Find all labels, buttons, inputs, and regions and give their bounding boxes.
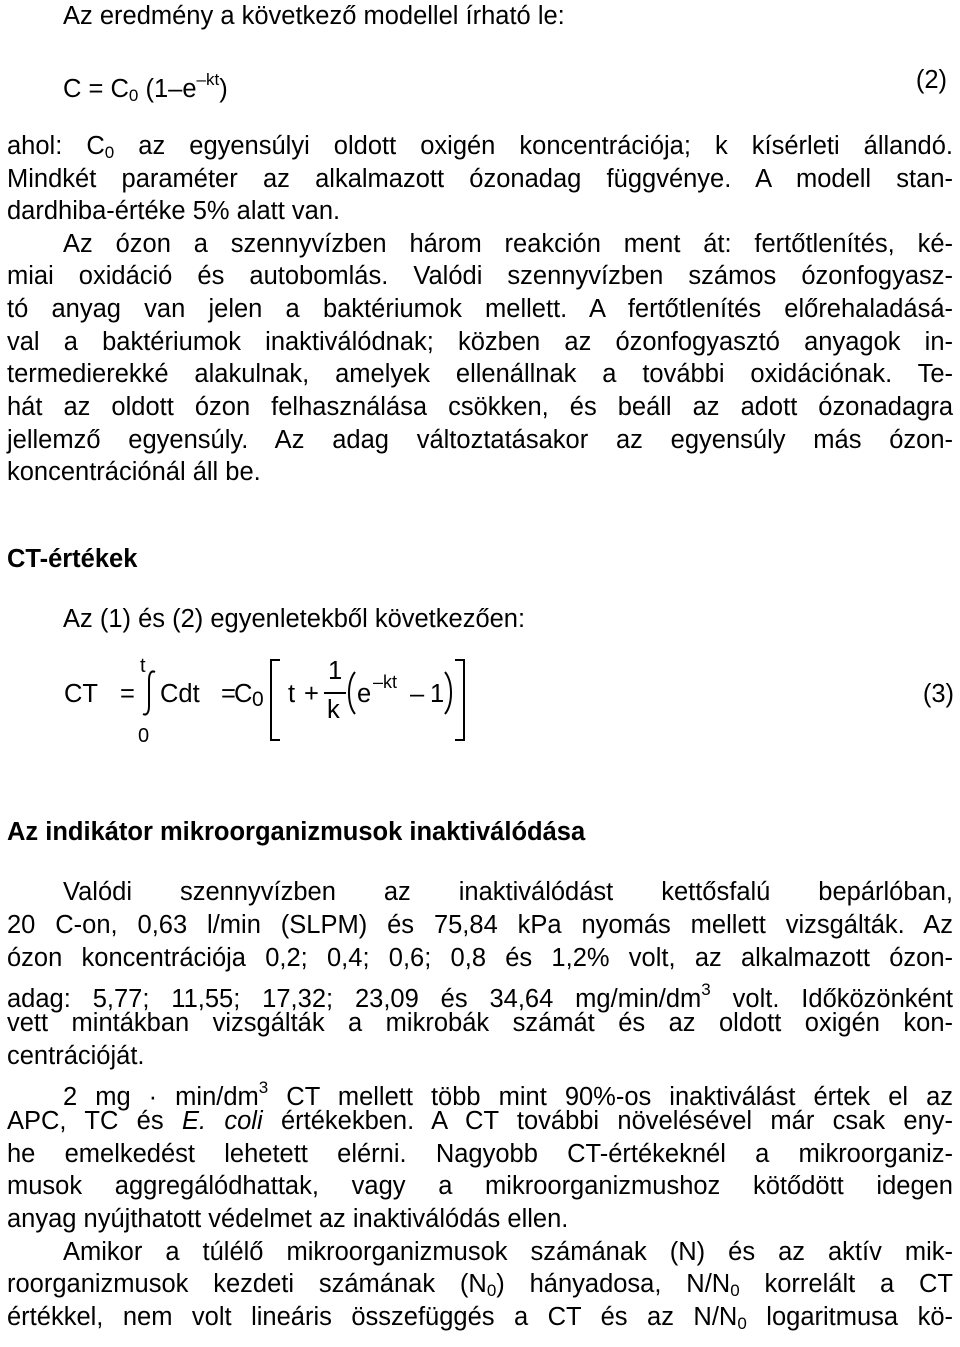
eq3-upper-limit: t: [140, 655, 146, 677]
eq3-denominator: k: [327, 696, 340, 724]
eq3-numerator: 1: [328, 657, 343, 685]
paragraph-line: vett mintákban vizsgálták a mikrobák számát és az oldott oxigén kon-: [7, 1009, 953, 1037]
subscript: 0: [730, 1281, 740, 1300]
paragraph-line: centrációját.: [7, 1042, 145, 1070]
paragraph-line: ózon koncentrációja 0,2; 0,4; 0,6; 0,8 és 1,2% volt, az alkalmazott ózon-: [7, 944, 953, 972]
paragraph-line: dardhiba-értéke 5% alatt van.: [7, 197, 341, 225]
eq3-minus: –: [410, 680, 425, 708]
equation-2-lhs: C = C: [63, 75, 129, 103]
text-run: CT mellett több mint 90%-os inaktiválást értek el az: [268, 1083, 953, 1111]
paragraph-line: val a baktériumok inaktiválódnak; közben az ózonfogyasztó anyagok in-: [7, 328, 953, 356]
eq3-one: 1: [430, 680, 445, 708]
paragraph-line: hát az oldott ózon felhasználása csökken, és beáll az adott ózonadagra: [7, 393, 953, 421]
superscript: 3: [258, 1078, 269, 1097]
equation-3: [0, 650, 960, 750]
paragraph-line: Amikor a túlélő mikroorganizmusok számának (N) és az aktív mik-: [63, 1238, 953, 1266]
paragraph-line: Valódi szennyvízben az inaktiválódást kettősfalú bepárlóban,: [63, 878, 953, 906]
paragraph-line: anyag nyújthatott védelmet az inaktiválódás ellen.: [7, 1205, 569, 1233]
eq3-e: e: [357, 680, 372, 708]
section-heading-indicator: Az indikátor mikroorganizmusok inaktiválódása: [7, 818, 586, 846]
subscript: 0: [486, 1281, 497, 1300]
paragraph-line: Mindkét paraméter az alkalmazott ózonadag függvénye. A modell stan-: [7, 165, 953, 193]
paragraph-line: Az ózon a szennyvízben három reakción ment át: fertőtlenítés, ké-: [63, 230, 953, 258]
equation-2: [63, 64, 953, 113]
integral-sign-icon: [140, 668, 160, 727]
paragraph-line: [7, 1301, 953, 1341]
right-bracket-icon: [453, 658, 467, 751]
text-run: értékkel, nem volt lineáris összefüggés a CT és az N/N: [7, 1303, 738, 1331]
eq3-c: C: [234, 680, 253, 708]
eq3-cdt: Cdt: [160, 680, 200, 708]
left-bracket-icon: [268, 658, 282, 751]
eq3-plus: +: [304, 680, 319, 708]
equation-3-number: (3): [922, 680, 954, 708]
left-paren-icon: [345, 670, 357, 725]
text-run: ahol: C: [7, 132, 105, 160]
text-run: ) hányadosa, N/N: [496, 1270, 731, 1298]
eq3-ct: CT: [64, 680, 98, 708]
text-run: értékekben. A CT további növelésével már csak eny-: [262, 1107, 953, 1135]
paragraph-line: koncentrációnál áll be.: [7, 458, 261, 486]
paragraph-line: musok aggregálódhattak, vagy a mikroorganizmushoz kötődött idegen: [7, 1172, 953, 1200]
eq3-t: t: [288, 680, 296, 708]
paragraph-line: jellemző egyensúly. Az adag változtatásakor az egyensúly más ózon-: [7, 426, 953, 454]
equation-2-open: (1–e: [138, 75, 197, 103]
equation-2-exponent: –kt: [196, 70, 220, 89]
eq3-lower-limit: 0: [138, 725, 150, 747]
text-run: adag: 5,77; 11,55; 17,32; 23,09 és 34,64 mg/min/dm: [7, 985, 702, 1013]
eq3-equals-1: =: [120, 680, 135, 708]
paragraph-line: he emelkedést lehetett elérni. Nagyobb CT-értékeknél a mikroorganiz-: [7, 1140, 953, 1168]
ct-intro-sentence: Az (1) és (2) egyenletekből következően:: [63, 605, 526, 633]
equation-2-subscript: 0: [128, 86, 139, 105]
intro-sentence: Az eredmény a következő modellel írható le:: [63, 2, 565, 30]
eq3-c-subscript: 0: [252, 688, 264, 711]
paragraph-line: [7, 1105, 953, 1138]
text-run: 2 mg · min/dm: [63, 1083, 259, 1111]
italic-species-name: E. coli: [181, 1107, 263, 1135]
paragraph-line: tó anyag van jelen a baktériumok mellett. A fertőtlenítés előrehaladásá-: [7, 295, 953, 323]
text-run: az egyensúlyi oldott oxigén koncentrációja; k kísérleti állandó.: [114, 132, 953, 160]
section-heading-ct: CT-értékek: [7, 545, 138, 573]
eq3-exponent: –kt: [373, 672, 398, 692]
paragraph-line: termedierekké alakulnak, amelyek ellenállnak a további oxidációnak. Te-: [7, 360, 953, 388]
subscript: 0: [104, 143, 115, 162]
text-run: roorganizmusok kezdeti számának (N: [7, 1270, 487, 1298]
paragraph-line: miai oxidáció és autobomlás. Valódi szennyvízben számos ózonfogyasz-: [7, 262, 953, 290]
eq3-equals-2: =: [221, 680, 236, 708]
equation-2-close: ): [219, 75, 228, 103]
paragraph-line: 20 C-on, 0,63 l/min (SLPM) és 75,84 kPa nyomás mellett vizsgálták. Az: [7, 911, 953, 939]
equation-2-number: (2): [915, 66, 947, 94]
text-run: APC, TC és: [7, 1107, 182, 1135]
text-run: korrelált a CT: [739, 1270, 954, 1298]
text-run: logaritmusa kö-: [746, 1303, 954, 1331]
text-run: volt. Időközönként: [710, 985, 953, 1013]
superscript: 3: [701, 980, 711, 999]
subscript: 0: [737, 1314, 747, 1333]
